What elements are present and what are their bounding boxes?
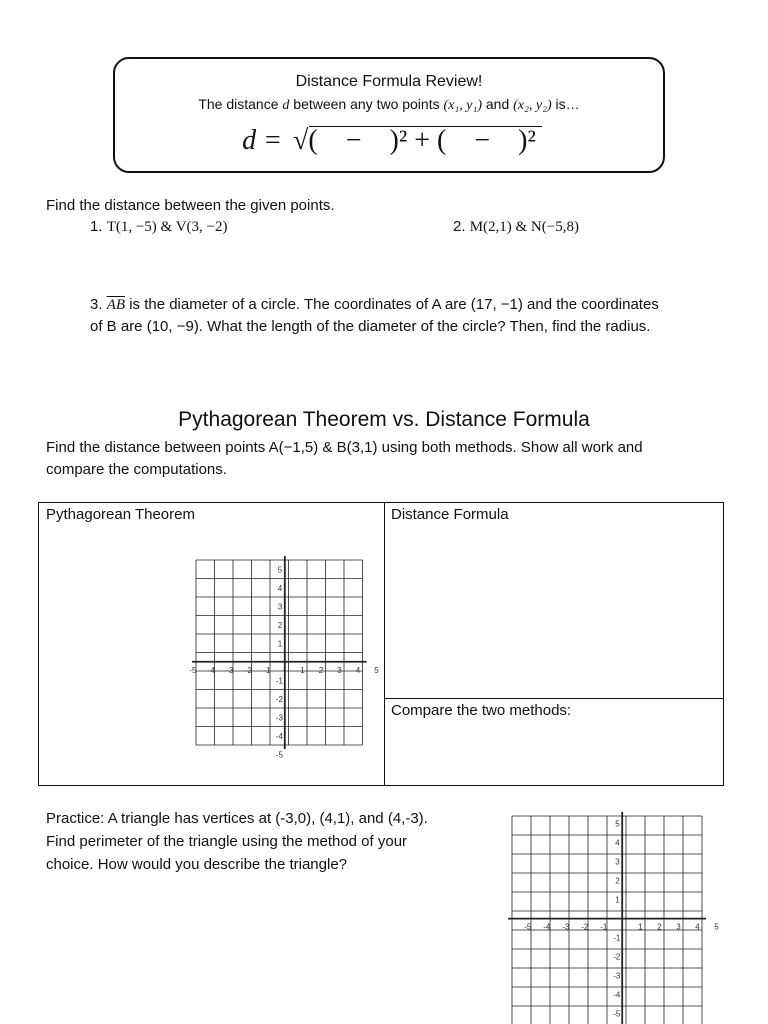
compare-methods-label: Compare the two methods: [391,702,572,719]
x-tick-label: 1 [638,922,643,932]
problem-1-label: 1. [90,218,103,235]
y-tick-label: -3 [275,713,283,723]
distance-formula [115,125,663,157]
table-row-divider [385,698,723,699]
review-between: between any two points [293,96,440,112]
y-tick-label: -1 [275,676,283,686]
y-tick-label: 3 [615,857,620,867]
y-tick-label: 3 [277,602,283,612]
x-tick-label: -2 [581,922,589,932]
segment-ab: $\overline{AB}$ [106,297,126,313]
x-tick-label: -4 [543,922,551,932]
distance-variable: d [282,98,290,113]
review-and: and [485,96,510,112]
problem-1 [90,218,227,236]
x-tick-label: 1 [300,665,305,675]
y-tick-label: 2 [615,876,620,886]
y-tick-label: 5 [615,819,620,829]
problem-3-text: is the diameter of a circle. The coordinates of A are (17, −1) and the coordinates [129,296,659,313]
find-instruction: Find the distance between the given points. [46,197,335,214]
review-intro-line [115,96,663,114]
problem-2-text: M(2,1) & N(−5,8) [469,219,579,235]
problem-3-label: 3. [90,296,103,313]
practice-line-1: Practice: A triangle has vertices at (-3,0), (4,1), and (4,-3). [46,810,428,827]
coordinate-grid-practice [506,806,719,1024]
y-tick-label: -2 [613,952,621,962]
y-tick-label: 1 [277,639,283,649]
formula-radical [289,125,536,157]
x-tick-label: -1 [600,922,608,932]
x-tick-label: 2 [318,665,324,675]
problem-1-text: T(1, −5) & V(3, −2) [106,219,228,235]
y-tick-label: -5 [613,1009,621,1019]
x-tick-label: -4 [207,665,215,675]
problem-3-line-2: of B are (10, −9). What the length of the diameter of the circle? Then, find the radius. [90,318,651,335]
pythagorean-header: Pythagorean Theorem [46,506,195,523]
review-title: Distance Formula Review! [295,73,483,90]
sqrt-icon: √ [293,125,309,156]
point-one: (x₁, y₁) [443,98,482,113]
y-tick-label: 4 [277,583,283,593]
x-tick-label: 4 [355,665,361,675]
review-intro: The distance [198,96,279,112]
pv-instruction-line-2: compare the computations. [46,461,227,478]
x-tick-label: -5 [189,665,197,675]
y-tick-label: 5 [277,565,283,575]
y-tick-label: -1 [613,933,621,943]
formula-left: d = [242,125,290,156]
y-tick-label: 4 [615,838,620,848]
y-tick-label: -4 [275,731,283,741]
y-tick-label: 2 [277,620,283,630]
distance-formula-review-box [113,57,665,173]
x-tick-label: 3 [337,665,342,675]
x-tick-label: 5 [374,665,379,675]
table-column-divider [384,503,385,785]
problem-2-label: 2. [453,218,466,235]
practice-line-3: choice. How would you describe the triangle? [46,856,348,873]
x-tick-label: 5 [714,922,719,932]
x-tick-label: -3 [562,922,570,932]
problem-2 [453,218,579,236]
work-table [38,502,724,786]
review-is: is… [555,96,580,112]
problem-3-line-1 [90,296,659,314]
point-two: (x₂, y₂) [513,98,552,113]
distance-formula-header: Distance Formula [391,506,509,523]
x-tick-label: -3 [226,665,234,675]
formula-body: ( − )² + ( − )² [308,125,536,156]
y-tick-label: 1 [615,895,620,905]
y-tick-label: -5 [275,750,283,760]
y-tick-label: -4 [613,990,621,1000]
pv-instruction-line-1: Find the distance between points A(−1,5) & B(3,1) using both methods. Show all work and [46,439,643,456]
x-tick-label: 4 [695,922,700,932]
x-tick-label: 3 [676,922,681,932]
y-tick-label: -3 [613,971,621,981]
x-tick-label: 2 [657,922,662,932]
x-tick-label: -5 [524,922,532,932]
x-tick-label: -1 [263,665,271,675]
y-tick-label: -2 [275,694,283,704]
coordinate-grid-pythagorean [188,552,380,760]
section-title: Pythagorean Theorem vs. Distance Formula [178,408,590,431]
x-tick-label: -2 [244,665,252,675]
practice-line-2: Find perimeter of the triangle using the method of your [46,833,408,850]
